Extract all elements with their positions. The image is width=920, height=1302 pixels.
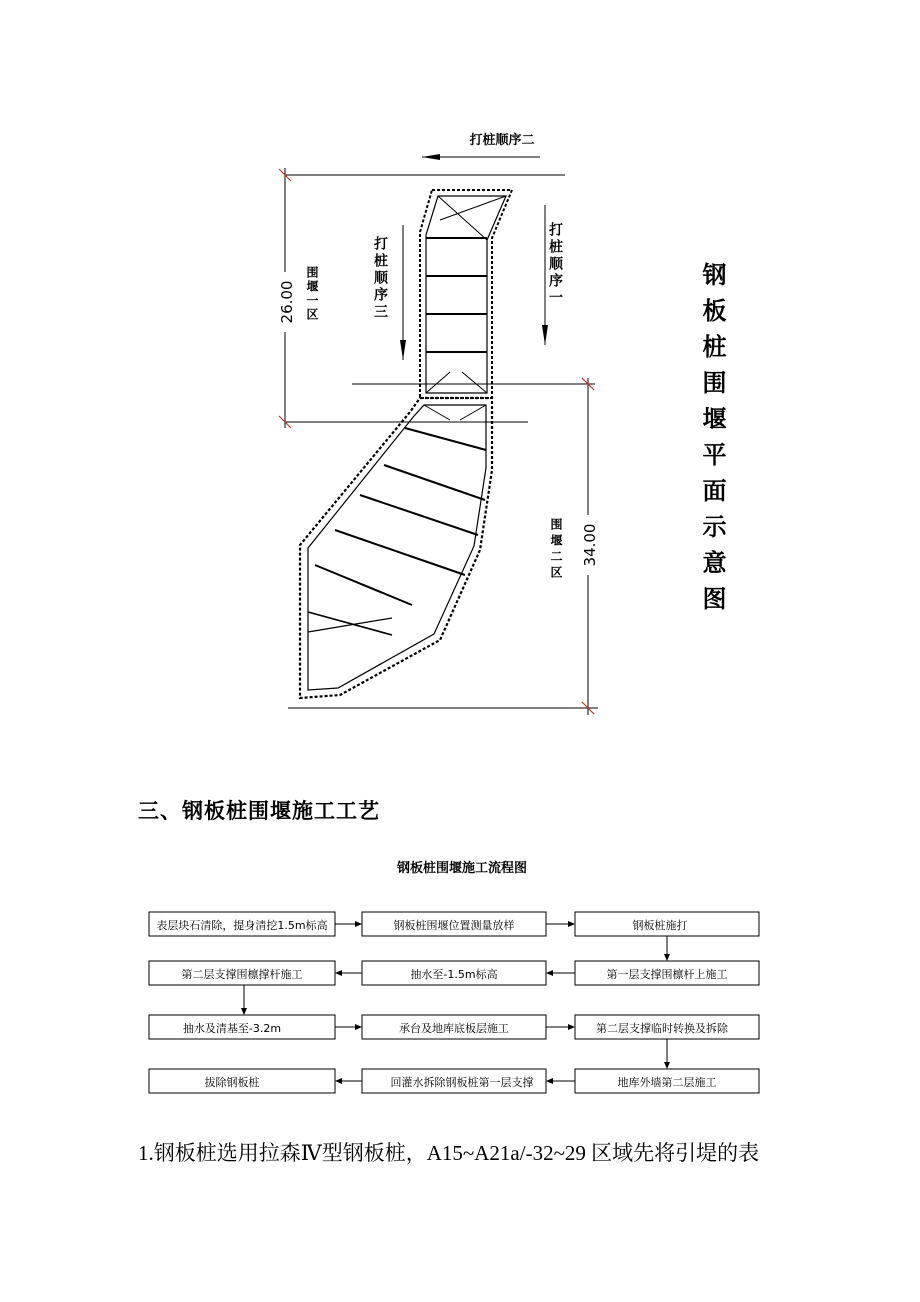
- flow-box-11: [362, 1069, 546, 1093]
- flow-box-2: [362, 912, 546, 936]
- sequence-three-arrow: [400, 225, 406, 360]
- dimension-label-zone-one: 26.00: [278, 280, 296, 324]
- flow-box-11-label: 回灌水拆除钢板桩第一层支撑: [390, 1076, 534, 1089]
- flow-box-3: [575, 912, 759, 936]
- dimension-zone-two: [578, 378, 599, 715]
- flow-box-12-label: 地库外墙第二层施工: [617, 1076, 717, 1089]
- flow-box-4-label: 第二层支撑围檩撑杆施工: [181, 968, 303, 981]
- label-zone-two: 围堰二区: [549, 518, 563, 582]
- flow-box-3-label: 钢板桩施打: [632, 919, 688, 932]
- section-heading: 三、钢板桩围堰施工工艺: [138, 799, 380, 823]
- flow-box-10: [149, 1069, 335, 1093]
- flow-box-4: [149, 961, 335, 985]
- label-sequence-three: 打桩顺序三: [372, 236, 388, 321]
- body-paragraph: 1.钢板桩选用拉森Ⅳ型钢板桩，A15~A21a/-32~29 区域先将引堤的表: [138, 1141, 760, 1165]
- flow-box-7-label: 抽水及清基至-3.2m: [182, 1022, 282, 1035]
- flow-box-2-label: 钢板桩围堰位置测量放样: [393, 919, 515, 932]
- flow-arrows: [241, 921, 670, 1084]
- flow-box-1: [149, 912, 335, 936]
- dimension-label-zone-two: 34.00: [581, 523, 599, 567]
- cofferdam-zone-one: [420, 190, 512, 398]
- flow-box-1-label: 表层块石清除，提身清挖1.5m标高: [156, 919, 328, 932]
- drawing-title: 钢板桩围堰平面示意图: [698, 262, 726, 622]
- flow-box-8: [362, 1015, 546, 1039]
- flow-box-12: [575, 1069, 759, 1093]
- flow-box-8-label: 承台及地库底板层施工: [399, 1022, 509, 1035]
- flow-box-9-label: 第二层支撑临时转换及拆除: [596, 1022, 728, 1035]
- label-sequence-one: 打桩顺序一: [547, 222, 563, 307]
- flowchart-title: 钢板桩围堰施工流程图: [396, 861, 528, 876]
- flow-box-10-label: 拔除钢板桩: [204, 1076, 260, 1089]
- flow-box-7: [149, 1015, 335, 1039]
- cofferdam-zone-two: [300, 398, 492, 698]
- construction-flowchart: [0, 840, 920, 1110]
- label-zone-one: 围堰一区: [305, 266, 319, 322]
- flow-box-6: [575, 961, 759, 985]
- dimension-zone-one: [275, 168, 296, 428]
- flow-box-5-label: 抽水至-1.5m标高: [410, 968, 498, 981]
- sequence-two-arrow: [422, 154, 540, 160]
- flow-box-6-label: 第一层支撑围檩杆上施工: [606, 968, 728, 981]
- label-sequence-two: 打桩顺序二: [469, 133, 535, 148]
- flow-box-9: [575, 1015, 759, 1039]
- flow-box-5: [362, 961, 546, 985]
